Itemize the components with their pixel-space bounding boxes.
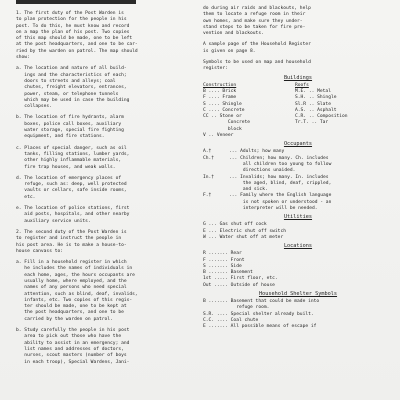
symbol-row: W ... Water shut off at meter [203, 234, 284, 240]
text-line: tanks, filling stations, lumber yards, [16, 151, 130, 157]
text-line: water storage, special fire fighting [16, 128, 124, 134]
text-line: nurses, scout masters (number of boys [16, 353, 127, 359]
text-line: ter should be made, one to be kept at [16, 304, 127, 310]
section-heading-utilities: Utilities [283, 214, 313, 221]
text-line: stand steps to be taken for fire pre- [203, 24, 306, 30]
sample-note [203, 42, 393, 55]
text-line: attention, such as blind, deaf, invalids, [16, 291, 138, 297]
symbol-row: F ....... Front [203, 257, 245, 263]
symbol-desc: all children too young to follow [229, 161, 332, 167]
text-line: a. Fill in a household register in which [16, 260, 127, 266]
text-line: names of any persons who need special [16, 285, 127, 291]
text-line: to register and instruct the people in [16, 236, 122, 242]
symbol-row: B ....... Basement that could be made into [203, 298, 320, 304]
text-line: them to locate a refuge room in their [203, 12, 306, 18]
symbol-row: S.H. .. Shingle [295, 95, 337, 101]
text-line: A sample page of the Household Register [203, 42, 311, 48]
intro-continuation [203, 6, 393, 37]
left-column [16, 6, 200, 366]
symbol-row: 1st ..... First floor, etc. [203, 276, 278, 282]
item-b [16, 115, 200, 140]
item-d [16, 176, 200, 201]
symbol-desc: is not spoken or understood - an [229, 199, 332, 205]
symbol-row: Sl.R .. Slate [295, 101, 331, 107]
text-line: infants, etc. Two copies of this regis- [16, 297, 133, 303]
text-line: power, steam, or telephone tunnels [16, 91, 119, 97]
symbol-key: F.† [203, 193, 212, 199]
section-heading-locations: Locations [283, 243, 313, 250]
symbol-row: Out ..... Outside of house [203, 282, 275, 288]
text-line: 2. The second duty of the Post Warden is [16, 229, 127, 235]
symbol-row: B .... Brick [203, 88, 237, 94]
item-a [16, 66, 200, 110]
text-line: d. The location of emergency places of [16, 175, 122, 181]
symbol-row: Concrete [203, 120, 251, 126]
heading-strike [16, 0, 136, 4]
text-line: ried by the warden on patrol. The map should [16, 48, 138, 54]
symbol-desc: interpreter will be needed. [229, 206, 318, 212]
text-line: at the post headquarters, and one to be car- [16, 42, 138, 48]
shelter-list [203, 299, 393, 330]
text-line: usually home, where employed, and the [16, 278, 127, 284]
text-line: Symbols to be used on map and household [203, 60, 311, 66]
symbol-row: S ....... Side [203, 263, 242, 269]
text-line: e. The location of police stations, first [16, 206, 130, 212]
text-line: list names and addresses of doctors, [16, 346, 124, 352]
symbol-key: A.† [203, 149, 212, 155]
symbol-row: G ... Gas shut off cock [203, 222, 267, 228]
text-line: doors to streets and alleys; coal [16, 78, 116, 84]
symbol-row: C.C. .... Coal chute [203, 317, 259, 323]
text-line: own homes, and make sure they under- [203, 18, 303, 24]
duty-two-paragraph [16, 230, 200, 255]
text-line: the post headquarters, and one to be [16, 310, 124, 316]
utilities-list [203, 222, 393, 241]
symbol-key: Ch.† [203, 155, 215, 161]
symbol-row: M.E. .. Metal [295, 88, 331, 94]
text-line: etc. [16, 194, 36, 200]
text-line: vaults or cellars, safe inside rooms, [16, 188, 127, 194]
item-e [16, 206, 200, 225]
section-heading-occupants: Occupants [283, 141, 313, 148]
text-line: collapses. [16, 104, 52, 110]
text-line: post. To do this, he must know and record [16, 23, 130, 29]
column-header: Roofs [295, 82, 309, 88]
symbol-row: C.R. .. Composition [295, 114, 348, 120]
symbol-key: In.† [203, 174, 215, 180]
text-line: carried by the warden on patrol. [16, 316, 113, 322]
text-line: area to pick out those who have the [16, 334, 122, 340]
text-line: is given on page 8. [203, 48, 256, 54]
symbol-row: CC .. Stone or [203, 114, 242, 120]
text-line: fire trap houses, and weak walls. [16, 164, 116, 170]
text-line: in each troop), Special Wardens, Jani- [16, 359, 130, 365]
symbol-row: V .. Veneer [203, 133, 234, 139]
text-line: ability to assist in an emergency; and [16, 340, 130, 346]
symbol-desc: ... Invalids; how many. In. includes [229, 174, 329, 180]
buildings-table [203, 83, 393, 140]
symbol-desc: directions unaided. [229, 168, 296, 174]
symbol-row: S.R. .... Special shelter already built. [203, 311, 314, 317]
symbol-row: F .... Frame [203, 95, 237, 101]
symbol-row: B ....... Basement [203, 270, 253, 276]
text-line: ings and the characteristics of each; [16, 72, 127, 78]
symbol-row: E ....... All possible means of escape if [203, 324, 317, 330]
text-line: b. Study carefully the people in his post [16, 328, 130, 334]
text-line: 1. The first duty of the Post Warden is [16, 11, 124, 16]
item-c [16, 146, 200, 171]
text-line: on a map the plan of his post. Two copies [16, 29, 130, 35]
column-header: Construction [203, 82, 237, 88]
item-2b [16, 328, 200, 366]
symbol-row: refuge room. [203, 305, 270, 311]
text-line: he includes the names of individuals in [16, 266, 133, 272]
text-line: c. Places of special danger, such as oil [16, 145, 127, 151]
text-line: do during air raids and blackouts, help [203, 6, 311, 11]
symbols-intro [203, 60, 393, 73]
text-line: refuge, such as: deep, well protected [16, 182, 127, 188]
text-line: auxiliary service units. [16, 218, 91, 224]
text-line: equipment, and fire stations. [16, 134, 105, 140]
symbol-row: block [203, 126, 242, 132]
item-2a [16, 260, 200, 323]
text-line: other highly inflammable materials, [16, 158, 122, 164]
symbol-row: E ... Electric shut off switch [203, 228, 286, 234]
symbol-row: S .... Shingle [203, 101, 242, 107]
text-line: chutes, freight elevators, entrances, [16, 85, 127, 91]
occupants-list [203, 149, 393, 212]
text-line: vention and blackouts. [203, 31, 264, 37]
symbol-row: C .... Concrete [203, 107, 245, 113]
text-line: b. The location of fire hydrants, alarm [16, 115, 124, 121]
symbol-key [203, 206, 229, 212]
symbol-desc: ... Family where the English language [229, 193, 332, 199]
text-line: a. The location and nature of all build- [16, 66, 127, 72]
symbol-row: Tr.T. .. Tar [295, 120, 329, 126]
symbol-row: R ....... Rear [203, 251, 242, 257]
symbol-row: A.S. .. Asphalt [295, 107, 337, 113]
symbol-desc: the aged, blind, deaf, crippled, [229, 180, 332, 186]
roofs-column [295, 83, 385, 140]
symbol-desc: ... Children; how many. Ch. includes [229, 155, 329, 161]
section-heading-buildings: Buildings [283, 74, 313, 81]
text-line: house canvass to: [16, 248, 64, 254]
text-line: of this map should be made, one to be left [16, 36, 133, 42]
text-line: which may be used in case the building [16, 97, 130, 103]
text-line: boxes, police call boxes, auxiliary [16, 121, 122, 127]
right-column [203, 6, 393, 330]
text-line: register: [203, 66, 228, 72]
duty-one-paragraph [16, 11, 200, 61]
text-line: aid posts, hospitals, and other nearby [16, 212, 130, 218]
text-line: each home, ages, the hours occupants are [16, 272, 135, 278]
symbol-desc: and sick. [229, 187, 268, 193]
construction-column [203, 83, 295, 140]
text-line: to plan protection for the people in his [16, 17, 127, 23]
section-heading-shelter: Household Shelter Symbols [258, 290, 338, 297]
locations-list [203, 251, 393, 289]
symbol-row [203, 206, 393, 212]
text-line: his post area. He is to make a house-to- [16, 242, 127, 248]
symbol-desc: ... Adults; how many [229, 149, 285, 155]
text-line: show: [16, 55, 30, 61]
